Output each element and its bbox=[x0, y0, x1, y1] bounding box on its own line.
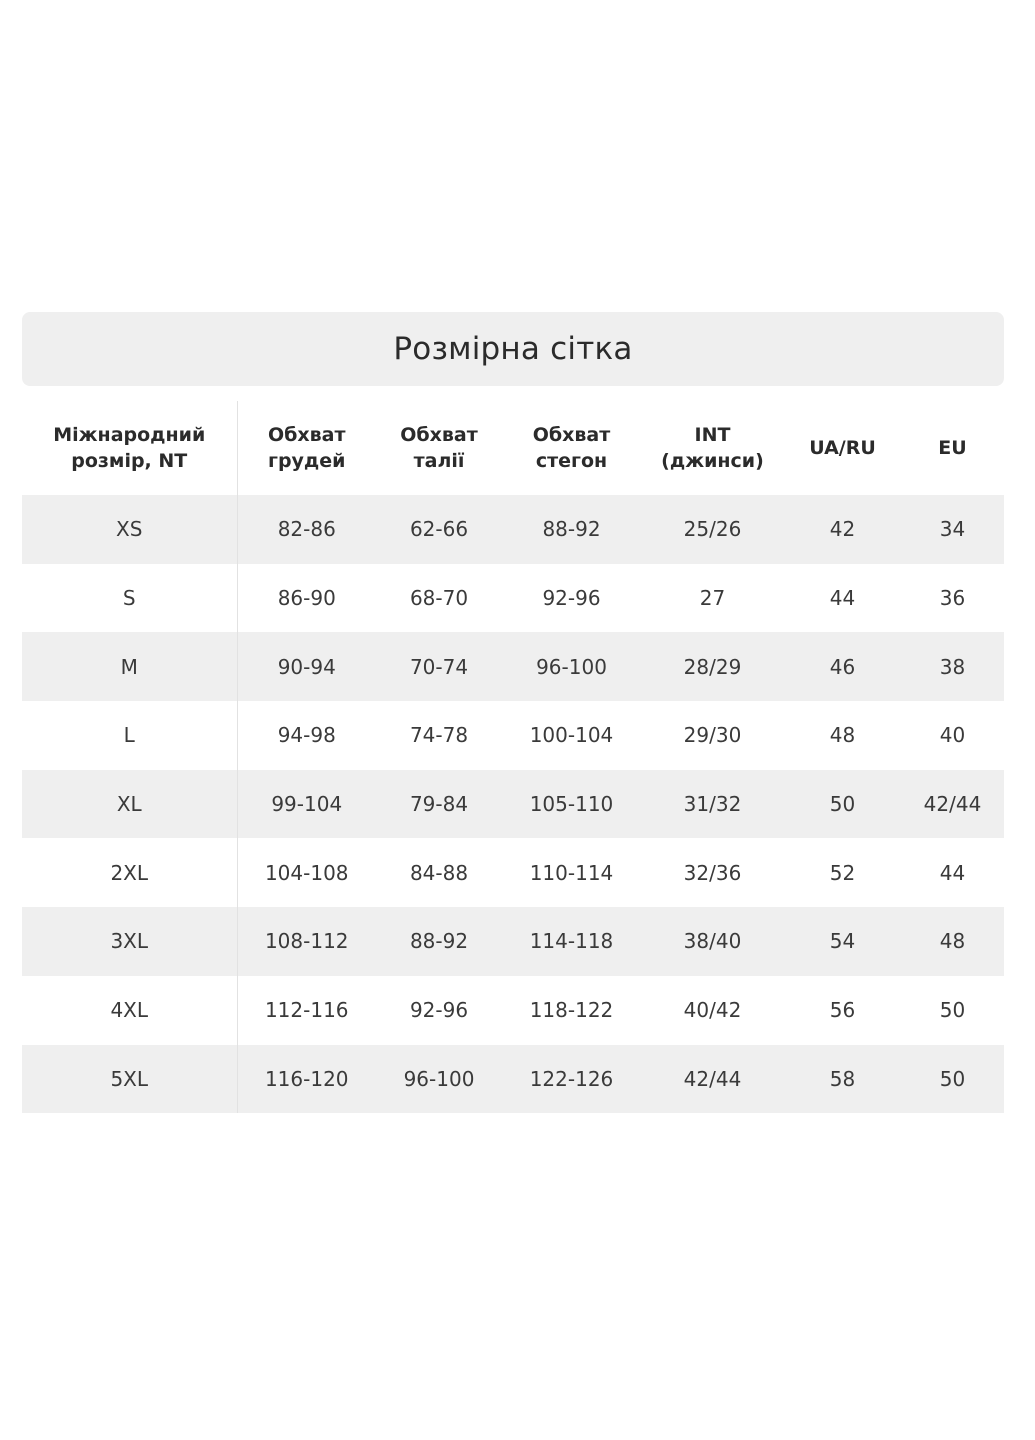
header-international-size: Міжнародний розмір, NT bbox=[22, 401, 237, 495]
cell-ua-ru: 50 bbox=[784, 770, 901, 839]
cell-eu: 50 bbox=[901, 1045, 1004, 1114]
header-hips: Обхват стегон bbox=[502, 401, 641, 495]
table-row bbox=[22, 907, 1004, 976]
cell-hips: 100-104 bbox=[502, 701, 641, 770]
header-int-jeans: INT (джинси) bbox=[641, 401, 784, 495]
cell-waist: 70-74 bbox=[376, 632, 502, 701]
cell-chest: 112-116 bbox=[237, 976, 376, 1045]
cell-hips: 105-110 bbox=[502, 770, 641, 839]
cell-ua-ru: 52 bbox=[784, 838, 901, 907]
cell-waist: 62-66 bbox=[376, 495, 502, 564]
cell-chest: 99-104 bbox=[237, 770, 376, 839]
cell-eu: 38 bbox=[901, 632, 1004, 701]
cell-int-jeans: 27 bbox=[641, 564, 784, 633]
cell-ua-ru: 48 bbox=[784, 701, 901, 770]
cell-hips: 118-122 bbox=[502, 976, 641, 1045]
cell-chest: 104-108 bbox=[237, 838, 376, 907]
cell-chest: 90-94 bbox=[237, 632, 376, 701]
cell-ua-ru: 46 bbox=[784, 632, 901, 701]
cell-int-jeans: 38/40 bbox=[641, 907, 784, 976]
cell-international-size: XL bbox=[22, 770, 237, 839]
cell-waist: 74-78 bbox=[376, 701, 502, 770]
cell-int-jeans: 32/36 bbox=[641, 838, 784, 907]
cell-eu: 34 bbox=[901, 495, 1004, 564]
cell-eu: 42/44 bbox=[901, 770, 1004, 839]
cell-chest: 94-98 bbox=[237, 701, 376, 770]
cell-waist: 68-70 bbox=[376, 564, 502, 633]
cell-waist: 84-88 bbox=[376, 838, 502, 907]
title-bar bbox=[22, 312, 1004, 386]
cell-hips: 122-126 bbox=[502, 1045, 641, 1114]
header-ua-ru: UA/RU bbox=[784, 401, 901, 495]
cell-eu: 44 bbox=[901, 838, 1004, 907]
header-eu: EU bbox=[901, 401, 1004, 495]
table-body bbox=[22, 495, 1004, 1113]
cell-hips: 110-114 bbox=[502, 838, 641, 907]
cell-int-jeans: 25/26 bbox=[641, 495, 784, 564]
cell-international-size: 2XL bbox=[22, 838, 237, 907]
cell-ua-ru: 58 bbox=[784, 1045, 901, 1114]
cell-int-jeans: 28/29 bbox=[641, 632, 784, 701]
cell-waist: 96-100 bbox=[376, 1045, 502, 1114]
cell-international-size: XS bbox=[22, 495, 237, 564]
table-row bbox=[22, 838, 1004, 907]
cell-international-size: 5XL bbox=[22, 1045, 237, 1114]
cell-international-size: 4XL bbox=[22, 976, 237, 1045]
cell-waist: 92-96 bbox=[376, 976, 502, 1045]
cell-hips: 88-92 bbox=[502, 495, 641, 564]
table-row bbox=[22, 495, 1004, 564]
cell-ua-ru: 54 bbox=[784, 907, 901, 976]
cell-hips: 114-118 bbox=[502, 907, 641, 976]
cell-eu: 48 bbox=[901, 907, 1004, 976]
cell-waist: 88-92 bbox=[376, 907, 502, 976]
cell-int-jeans: 31/32 bbox=[641, 770, 784, 839]
table-row bbox=[22, 701, 1004, 770]
cell-international-size: L bbox=[22, 701, 237, 770]
header-waist: Обхват талії bbox=[376, 401, 502, 495]
cell-chest: 116-120 bbox=[237, 1045, 376, 1114]
size-table bbox=[22, 401, 1005, 1113]
cell-international-size: S bbox=[22, 564, 237, 633]
table-row bbox=[22, 770, 1004, 839]
cell-hips: 92-96 bbox=[502, 564, 641, 633]
cell-hips: 96-100 bbox=[502, 632, 641, 701]
table-header-row bbox=[22, 401, 1004, 495]
cell-int-jeans: 40/42 bbox=[641, 976, 784, 1045]
cell-international-size: M bbox=[22, 632, 237, 701]
table-row bbox=[22, 976, 1004, 1045]
cell-chest: 108-112 bbox=[237, 907, 376, 976]
page-title: Розмірна сітка bbox=[393, 331, 633, 367]
cell-chest: 86-90 bbox=[237, 564, 376, 633]
table-row bbox=[22, 632, 1004, 701]
cell-ua-ru: 44 bbox=[784, 564, 901, 633]
cell-ua-ru: 42 bbox=[784, 495, 901, 564]
cell-eu: 36 bbox=[901, 564, 1004, 633]
cell-int-jeans: 29/30 bbox=[641, 701, 784, 770]
cell-waist: 79-84 bbox=[376, 770, 502, 839]
table-row bbox=[22, 1045, 1004, 1114]
cell-eu: 40 bbox=[901, 701, 1004, 770]
cell-ua-ru: 56 bbox=[784, 976, 901, 1045]
cell-international-size: 3XL bbox=[22, 907, 237, 976]
cell-eu: 50 bbox=[901, 976, 1004, 1045]
cell-chest: 82-86 bbox=[237, 495, 376, 564]
table-row bbox=[22, 564, 1004, 633]
cell-int-jeans: 42/44 bbox=[641, 1045, 784, 1114]
header-chest: Обхват грудей bbox=[237, 401, 376, 495]
